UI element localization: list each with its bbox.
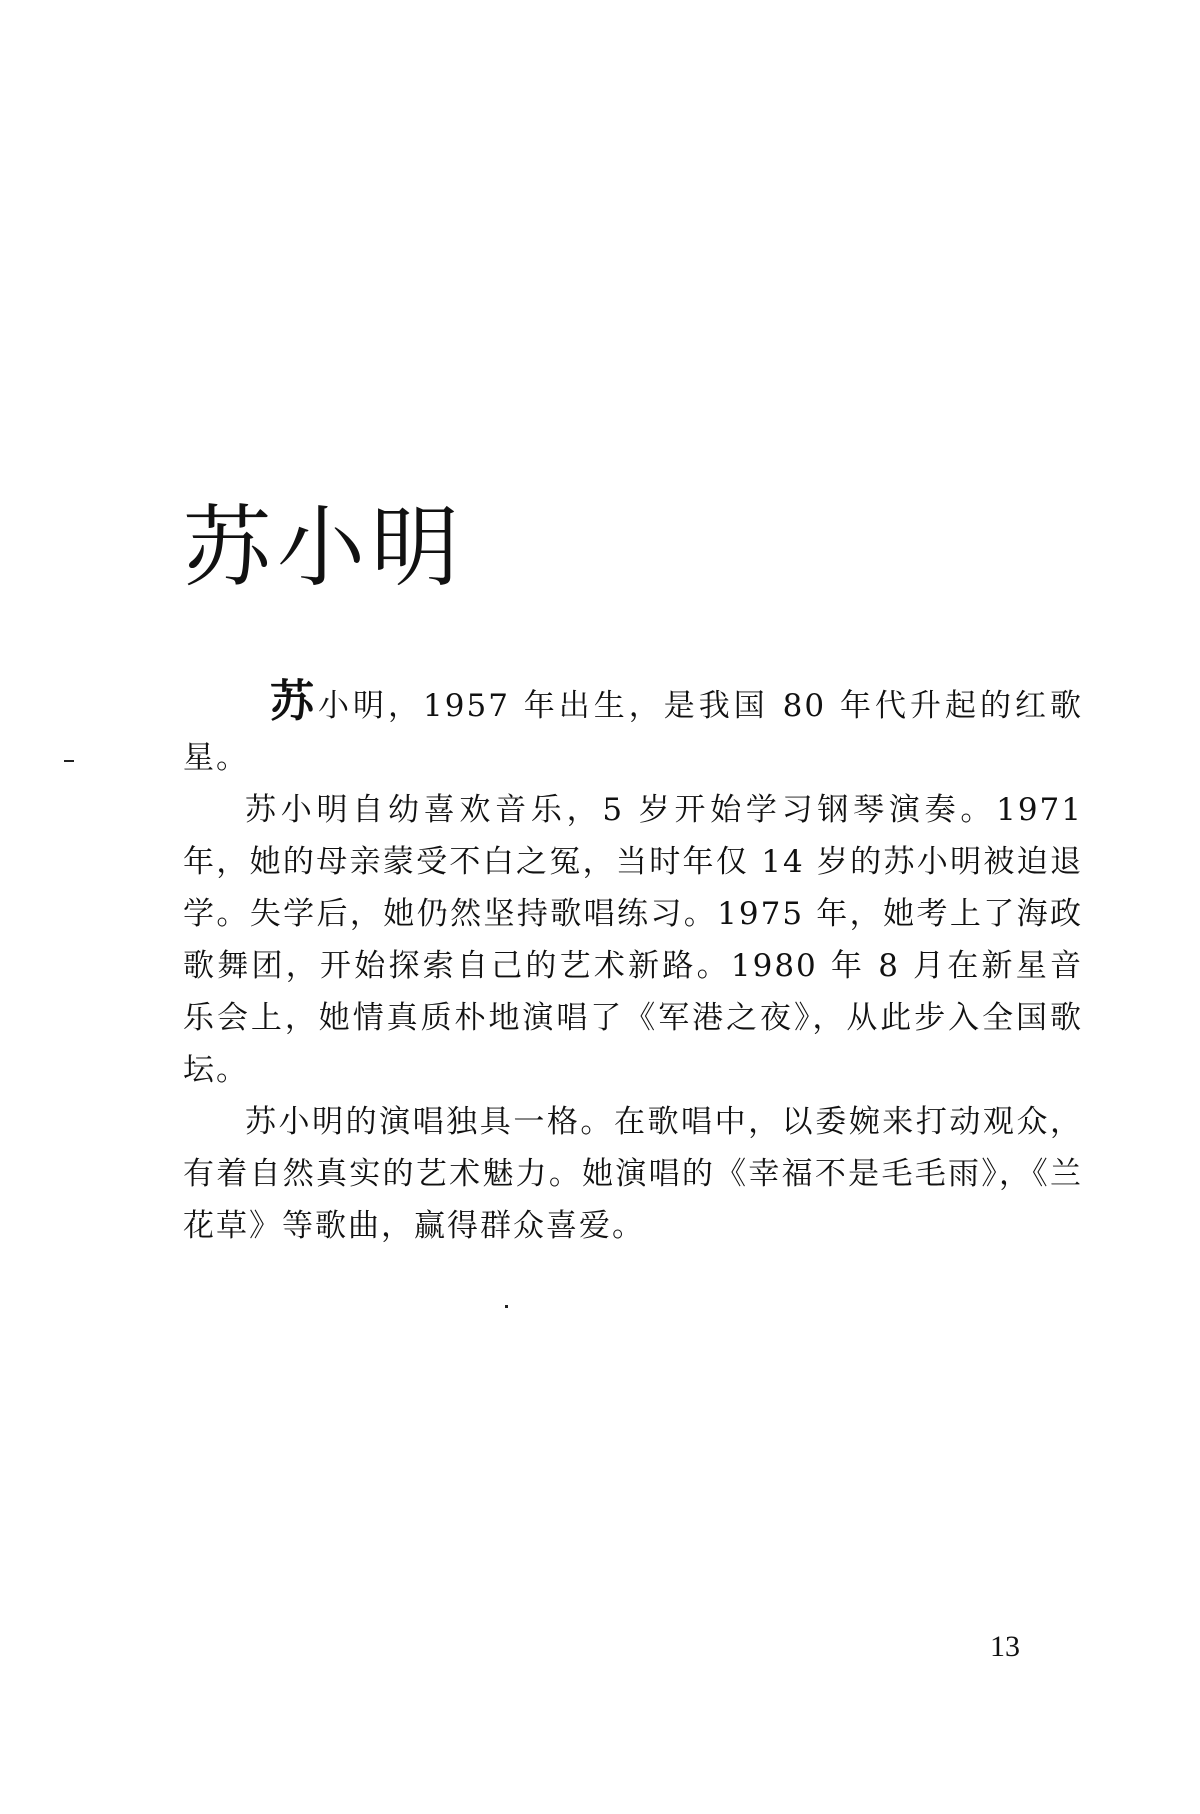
scan-mark — [64, 760, 74, 762]
paragraph-1-text: 小明，1957 年出生，是我国 80 年代升起的红歌星。 — [183, 688, 1084, 776]
page-title: 苏小明 — [183, 495, 466, 599]
paragraph-2: 苏小明自幼喜欢音乐，5 岁开始学习钢琴演奏。1971 年，她的母亲蒙受不白之冤，当时年仅 14 岁的苏小明被迫退学。失学后，她仍然坚持歌唱练习。1975 年，她考上了海政歌舞团，开始探索自己的艺术新路。1980 年 8 月在新星音乐会上，她情真质朴地演唱了《军港之夜》，从此步入全国歌坛。 — [183, 792, 1083, 1088]
dropcap: 苏 — [270, 676, 319, 727]
page-number: 13 — [990, 1630, 1020, 1663]
paragraph-3: 苏小明的演唱独具一格。在歌唱中，以委婉来打动观众，有着自然真实的艺术魅力。她演唱的《幸福不是毛毛雨》，《兰花草》等歌曲，赢得群众喜爱。 — [183, 1104, 1083, 1244]
article-body — [183, 676, 1084, 1252]
scan-dot — [505, 1305, 508, 1308]
paragraph-1 — [183, 676, 1084, 784]
